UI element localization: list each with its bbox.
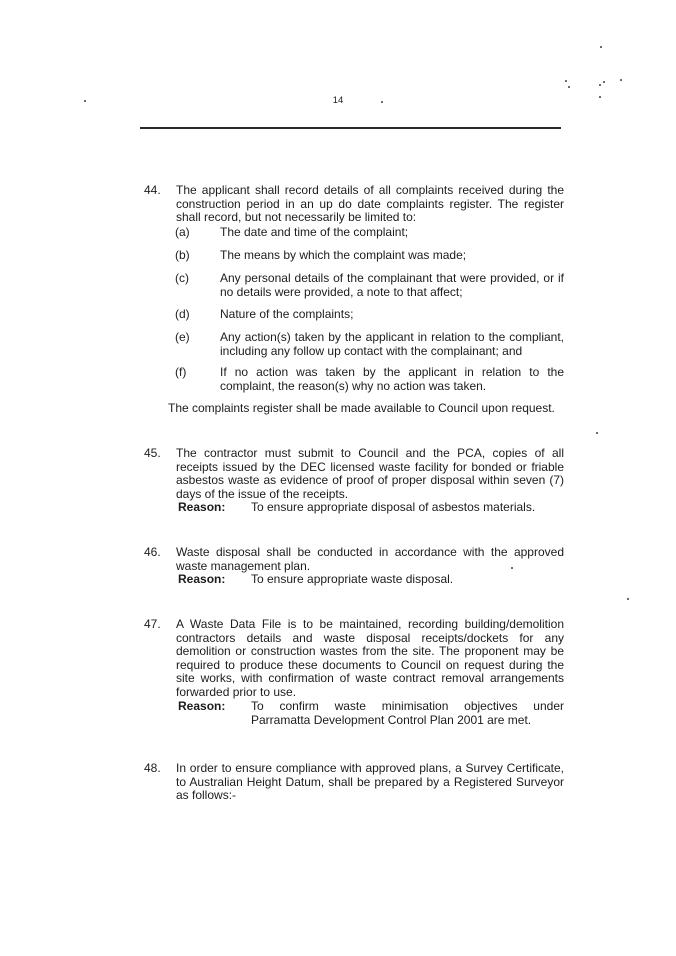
scan-speck [627,598,629,600]
item-label: (a) [175,225,190,239]
item-label: (d) [175,307,190,321]
clause-47 [144,618,564,732]
item-text: If no action was taken by the applicant in relation to the complaint, the reason(s) why no action was taken. [220,365,564,393]
header-rule [140,127,561,129]
clause-text: The applicant shall record details of all complaints received during the construction period in an up do date complaints register. The register shall record, but not necessarily be limited to: [176,183,564,225]
reason-label: Reason: [178,699,226,713]
scan-speck [565,80,567,82]
scan-speck [599,96,601,98]
scan-speck [600,46,602,48]
clause-text: The contractor must submit to Council and the PCA, copies of all receipts issued by the DEC licensed waste facility for bonded or friable asbestos waste as evidence of proof of proper disposal within seven (7) days of the issue of the receipts. [176,446,564,501]
clause-45 [144,447,564,519]
scan-speck [84,100,86,102]
clause-44 [144,184,564,416]
clause-closing: The complaints register shall be made available to Council upon request. [168,401,555,415]
scan-speck [603,81,605,83]
clause-text: In order to ensure compliance with approved plans, a Survey Certificate, to Australian Height Datum, shall be prepared by a Registered Surveyor as follows:- [176,761,564,803]
reason-label: Reason: [178,572,226,586]
reason-label: Reason: [178,500,226,514]
clause-number: 44. [144,183,161,197]
item-text: Any personal details of the complainant that were provided, or if no details were provided, a note to that affect; [220,271,564,299]
item-label: (c) [175,271,189,285]
reason-text: To confirm waste minimisation objectives under Parramatta Development Control Plan 2001 are met. [251,699,564,727]
scan-speck [381,101,383,103]
reason-text: To ensure appropriate disposal of asbestos materials. [251,500,536,514]
page-number: 14 [332,95,344,106]
scan-speck [596,432,598,434]
reason-text: To ensure appropriate waste disposal. [251,572,454,586]
item-text: The date and time of the complaint; [220,225,409,239]
clause-number: 48. [144,761,161,775]
clause-48 [144,762,564,806]
item-text: Nature of the complaints; [220,307,354,321]
item-label: (e) [175,330,190,344]
item-label: (b) [175,248,190,262]
clause-46 [144,546,564,590]
item-text: The means by which the complaint was made; [220,248,467,262]
item-text: Any action(s) taken by the applicant in relation to the compliant, including any follow up contact with the complainant; and [220,330,564,358]
scan-speck [599,84,601,86]
scan-speck [568,86,570,88]
clause-number: 47. [144,617,161,631]
clause-text: Waste disposal shall be conducted in accordance with the approved waste management plan. [176,545,564,573]
scan-speck [620,79,622,81]
clause-number: 45. [144,446,161,460]
clause-number: 46. [144,545,161,559]
clause-text: A Waste Data File is to be maintained, recording building/demolition contractors details and waste disposal receipts/dockets for any demolition or construction wastes from the site. The proponent may be required to produce these documents to Council on request during the site works, with confirmation of waste contract removal arrangements forwarded prior to use. [176,617,564,699]
item-label: (f) [175,365,187,379]
